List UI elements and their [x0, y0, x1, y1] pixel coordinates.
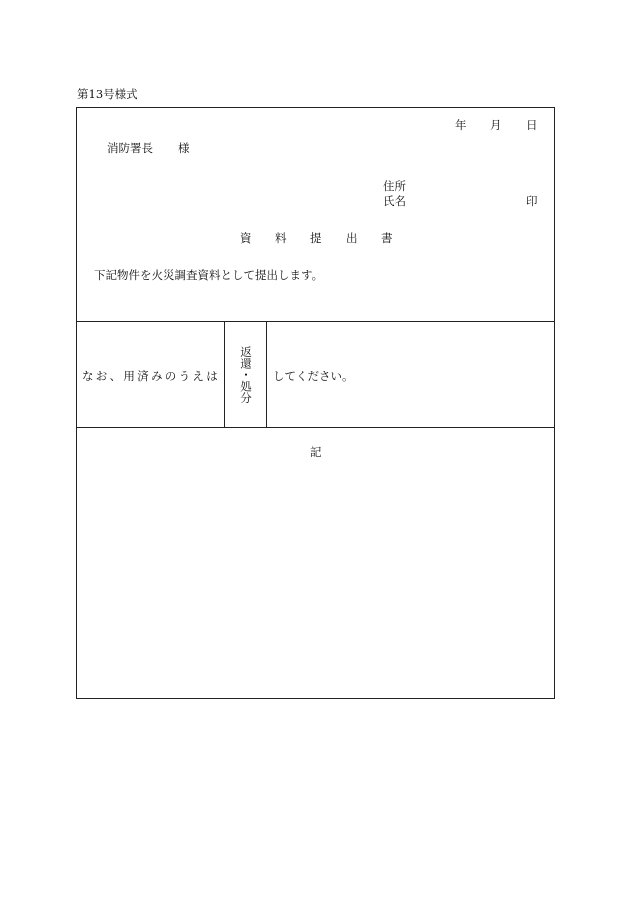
addressee-name: 消防署長 — [107, 141, 153, 155]
seal-label: 印 — [526, 194, 538, 208]
disposal-divider-left — [224, 321, 225, 427]
disposal-options: 返還・処分 — [239, 346, 253, 404]
date-month-label: 月 — [490, 118, 502, 132]
title-char: 提 — [310, 231, 322, 245]
disposal-suffix: してください。 — [273, 369, 354, 383]
addressee-honorific: 様 — [178, 141, 190, 155]
form-frame — [76, 107, 555, 699]
form-number: 第13号様式 — [77, 87, 138, 101]
name-label: 氏名 — [383, 194, 406, 208]
title-char: 出 — [346, 231, 358, 245]
title-char: 書 — [381, 231, 393, 245]
disposal-divider-right — [266, 321, 267, 427]
title-char: 料 — [275, 231, 287, 245]
section-divider-top — [77, 321, 554, 322]
title-char: 資 — [240, 231, 252, 245]
date-day-label: 日 — [526, 118, 538, 132]
note-heading: 記 — [310, 445, 322, 459]
date-year-label: 年 — [455, 118, 467, 132]
submission-statement: 下記物件を火災調査資料として提出します。 — [94, 268, 324, 282]
section-divider-bottom — [77, 427, 554, 428]
disposal-prefix: なお、用済みのうえは — [82, 369, 220, 383]
address-label: 住所 — [383, 179, 406, 193]
